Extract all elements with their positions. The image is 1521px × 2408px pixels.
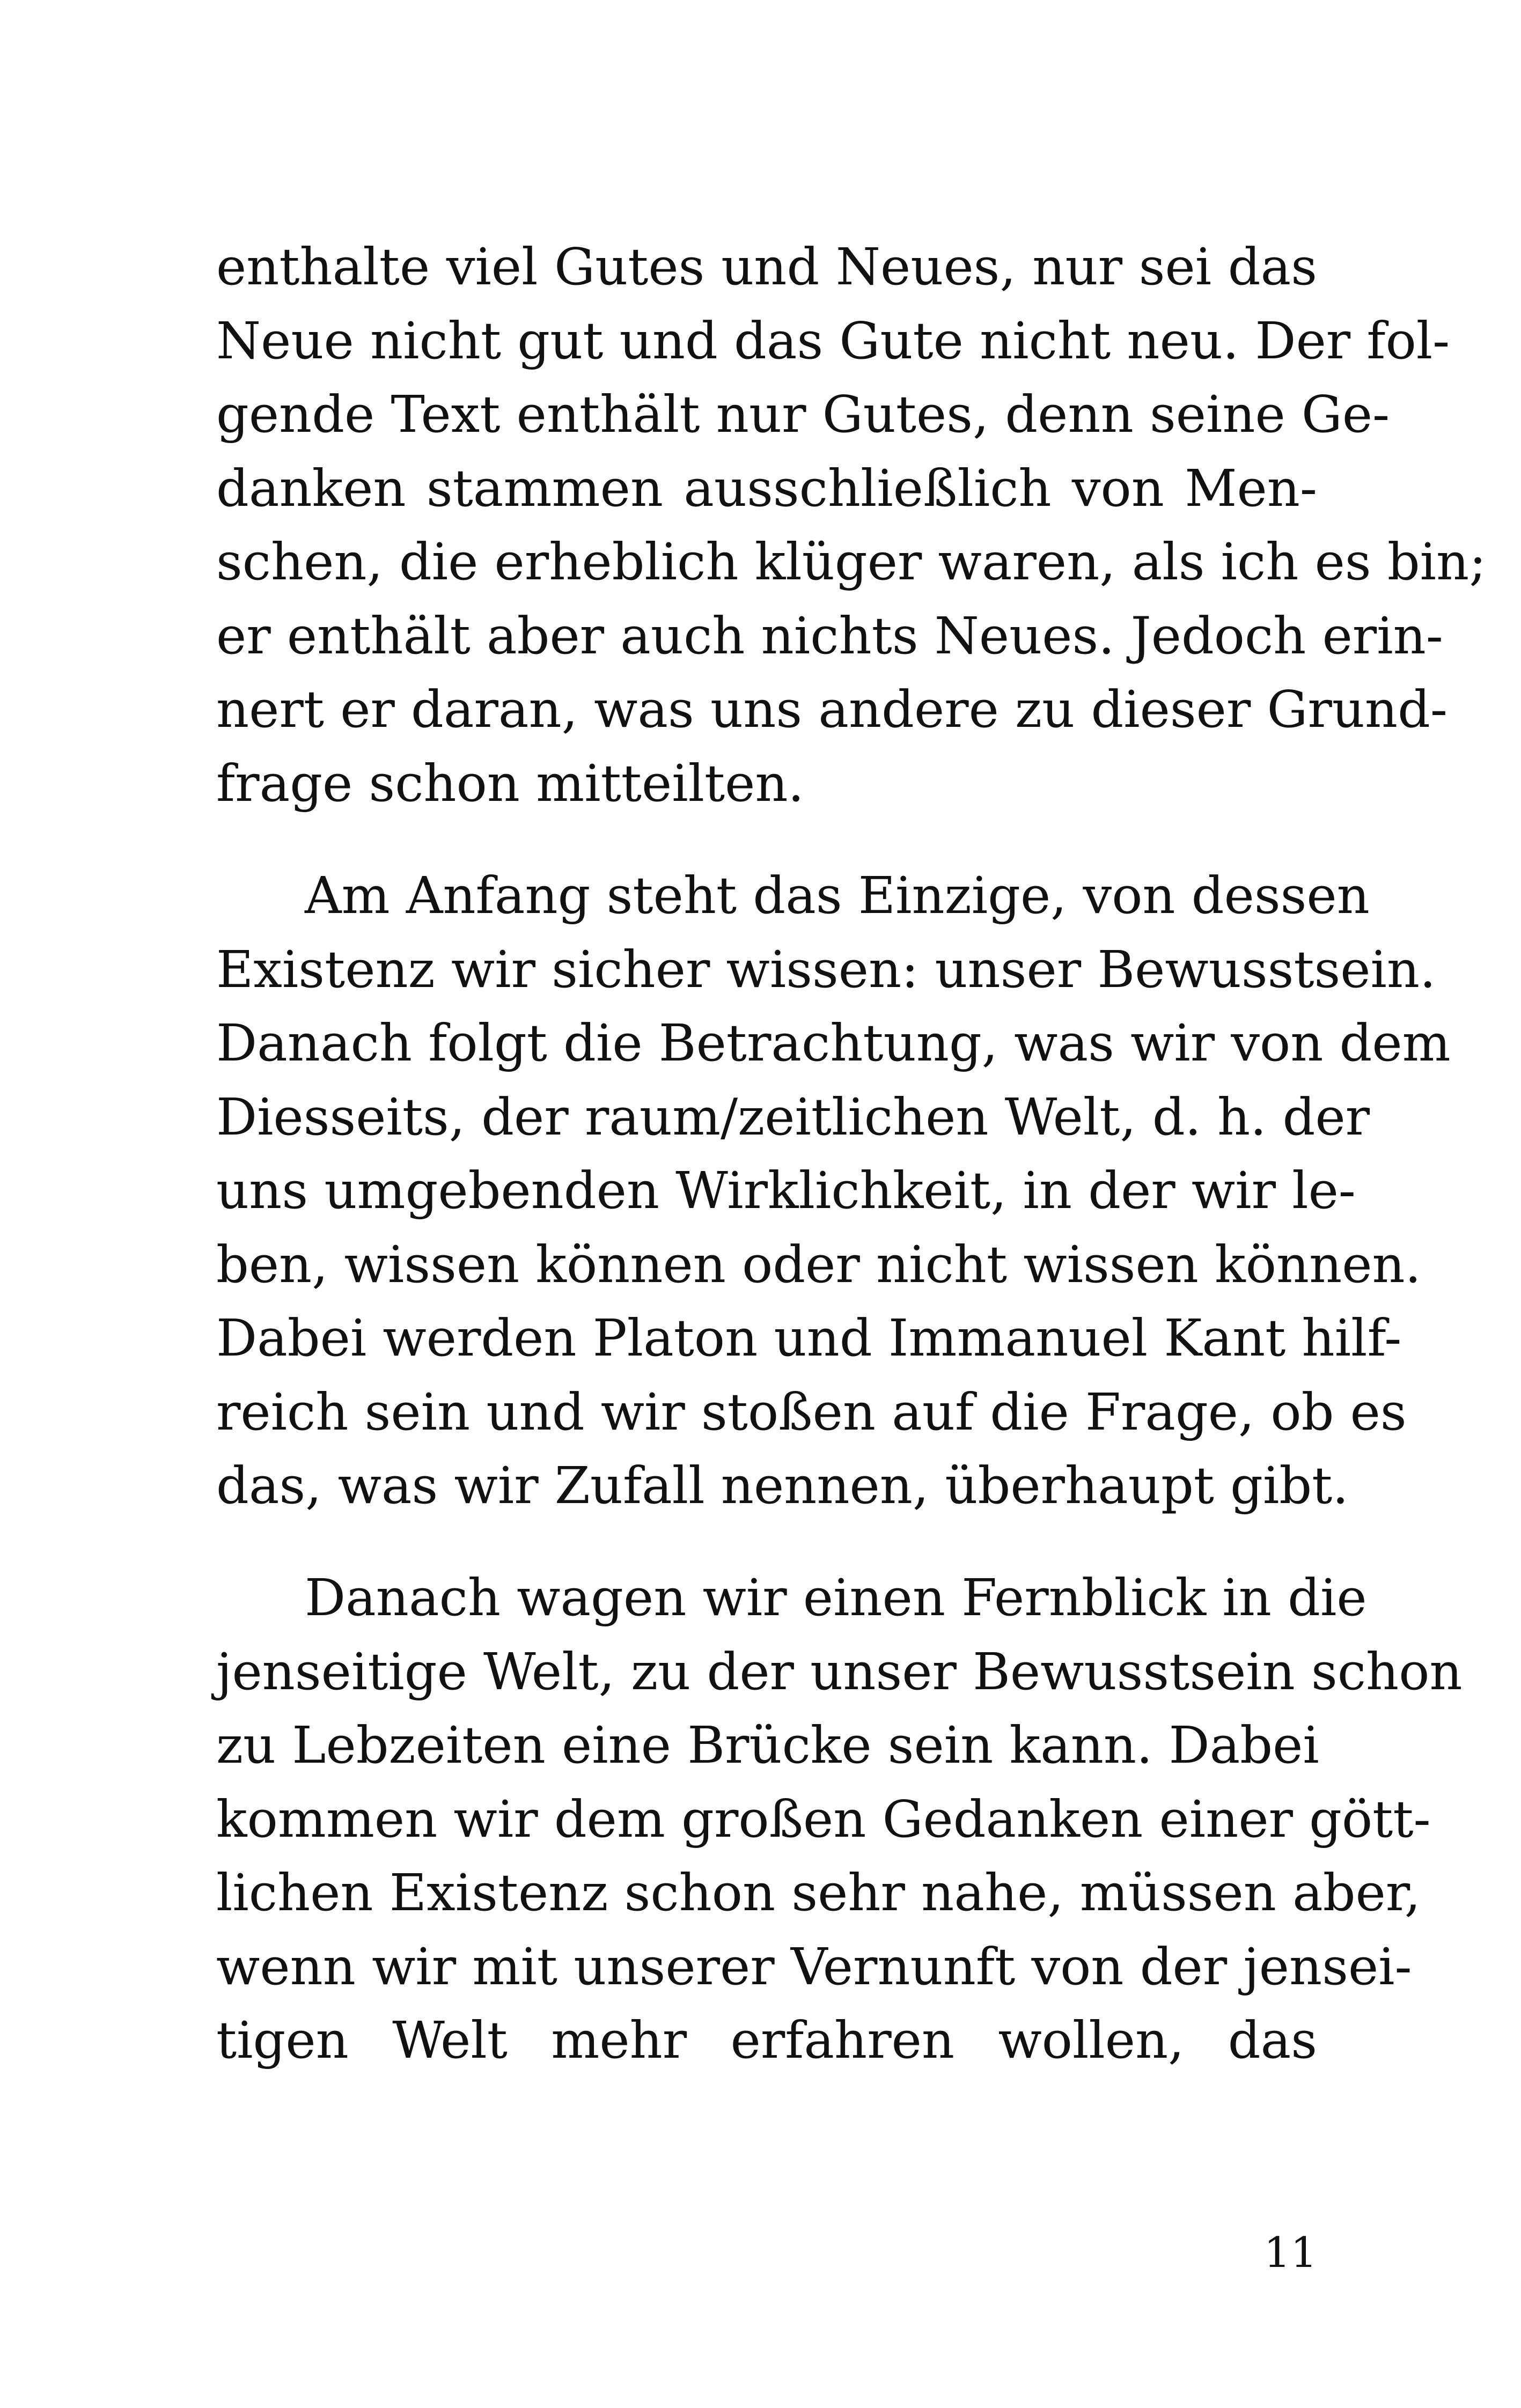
text-line: das, was wir Zufall nennen, überhaupt gibt. (216, 1456, 1349, 1515)
paragraph-2 (216, 859, 1451, 1523)
paragraph-1 (216, 231, 1487, 821)
text-line: danken stammen ausschließlich von Men- (216, 459, 1317, 518)
text-line: Danach folgt die Betrachtung, was wir von dem (216, 1014, 1451, 1073)
text-line: frage schon mitteilten. (216, 754, 804, 813)
text-line: Dabei werden Platon und Immanuel Kant hilf- (216, 1309, 1402, 1368)
text-line: lichen Existenz schon sehr nahe, müssen aber, (216, 1864, 1421, 1923)
text-line: zu Lebzeiten eine Brücke sein kann. Dabei (216, 1716, 1319, 1775)
text-line: enthalte viel Gutes und Neues, nur sei das (216, 238, 1317, 297)
page-number: 11 (1263, 2229, 1317, 2277)
text-line: Existenz wir sicher wissen: unser Bewusstsein. (216, 940, 1436, 999)
text-line: Danach wagen wir einen Fernblick in die (305, 1568, 1367, 1628)
text-line: uns umgebenden Wirklichkeit, in der wir le- (216, 1161, 1356, 1220)
text-line: jenseitige Welt, zu der unser Bewusstsein schon (216, 1642, 1463, 1702)
text-line: kommen wir dem großen Gedanken einer gött- (216, 1790, 1431, 1849)
paragraph-3 (216, 1562, 1463, 2078)
text-line: wenn wir mit unserer Vernunft von der jensei- (216, 1937, 1412, 1997)
text-line: nert er daran, was uns andere zu dieser Grund- (216, 680, 1448, 739)
text-line: tigen Welt mehr erfahren wollen, das (216, 2011, 1317, 2070)
text-line: Am Anfang steht das Einzige, von dessen (305, 866, 1370, 925)
text-line: reich sein und wir stoßen auf die Frage, ob es (216, 1382, 1407, 1442)
text-line: Neue nicht gut und das Gute nicht neu. Der fol- (216, 311, 1450, 371)
text-line: schen, die erheblich klüger waren, als ich es bin; (216, 533, 1487, 592)
text-line: ben, wissen können oder nicht wissen können. (216, 1235, 1421, 1294)
text-line: gende Text enthält nur Gutes, denn seine Ge- (216, 385, 1390, 444)
text-line: Diesseits, der raum/zeitlichen Welt, d. h. der (216, 1087, 1370, 1147)
text-line: er enthält aber auch nichts Neues. Jedoch erin- (216, 606, 1443, 666)
